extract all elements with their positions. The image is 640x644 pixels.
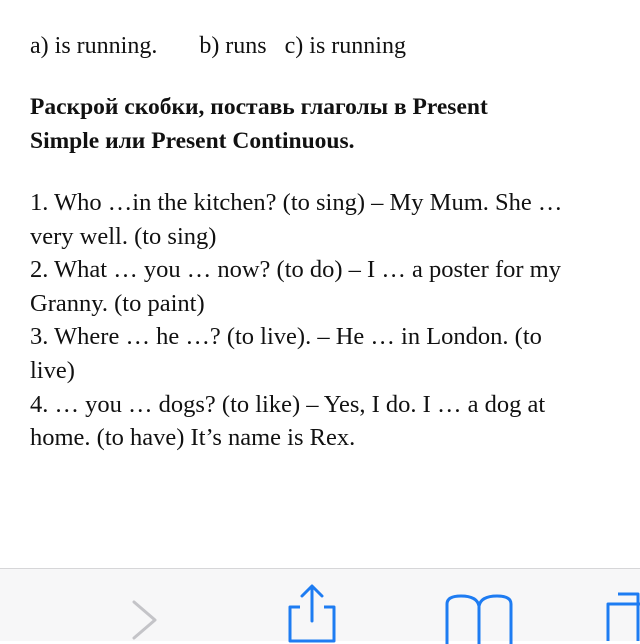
task-heading-line-2: Simple или Present Continuous. (30, 128, 355, 154)
exercise-line: 1. Who …in the kitchen? (to sing) – My Mum. She … (30, 189, 563, 216)
exercise-list (30, 186, 640, 455)
book-icon (444, 594, 514, 644)
exercise-line: very well. (to sing) (30, 222, 217, 250)
task-heading-line-1: Раскрой скобки, поставь глаголы в Present (30, 94, 488, 120)
exercise-line: 2. What … you … now? (to do) – I … a poster for my (30, 256, 561, 284)
share-icon (282, 583, 342, 643)
forward-button[interactable] (128, 599, 160, 641)
answer-options: a) is running. b) runs c) is running (30, 33, 406, 59)
task-heading (30, 90, 488, 158)
exercise-line: 4. … you … dogs? (to like) – Yes, I do. I … a dog at (30, 390, 546, 418)
exercise-line: Granny. (to paint) (30, 289, 205, 317)
tabs-button[interactable] (604, 591, 640, 641)
exercise-line: home. (to have) It’s name is Rex. (30, 424, 356, 452)
bookmarks-button[interactable] (444, 594, 514, 644)
browser-toolbar (0, 568, 640, 641)
share-button[interactable] (282, 583, 342, 643)
exercise-line: live) (30, 356, 75, 384)
exercise-line: 3. Where … he …? (to live). – He … in London. (to (30, 323, 542, 351)
chevron-right-icon (128, 599, 160, 641)
tabs-icon (604, 591, 640, 641)
